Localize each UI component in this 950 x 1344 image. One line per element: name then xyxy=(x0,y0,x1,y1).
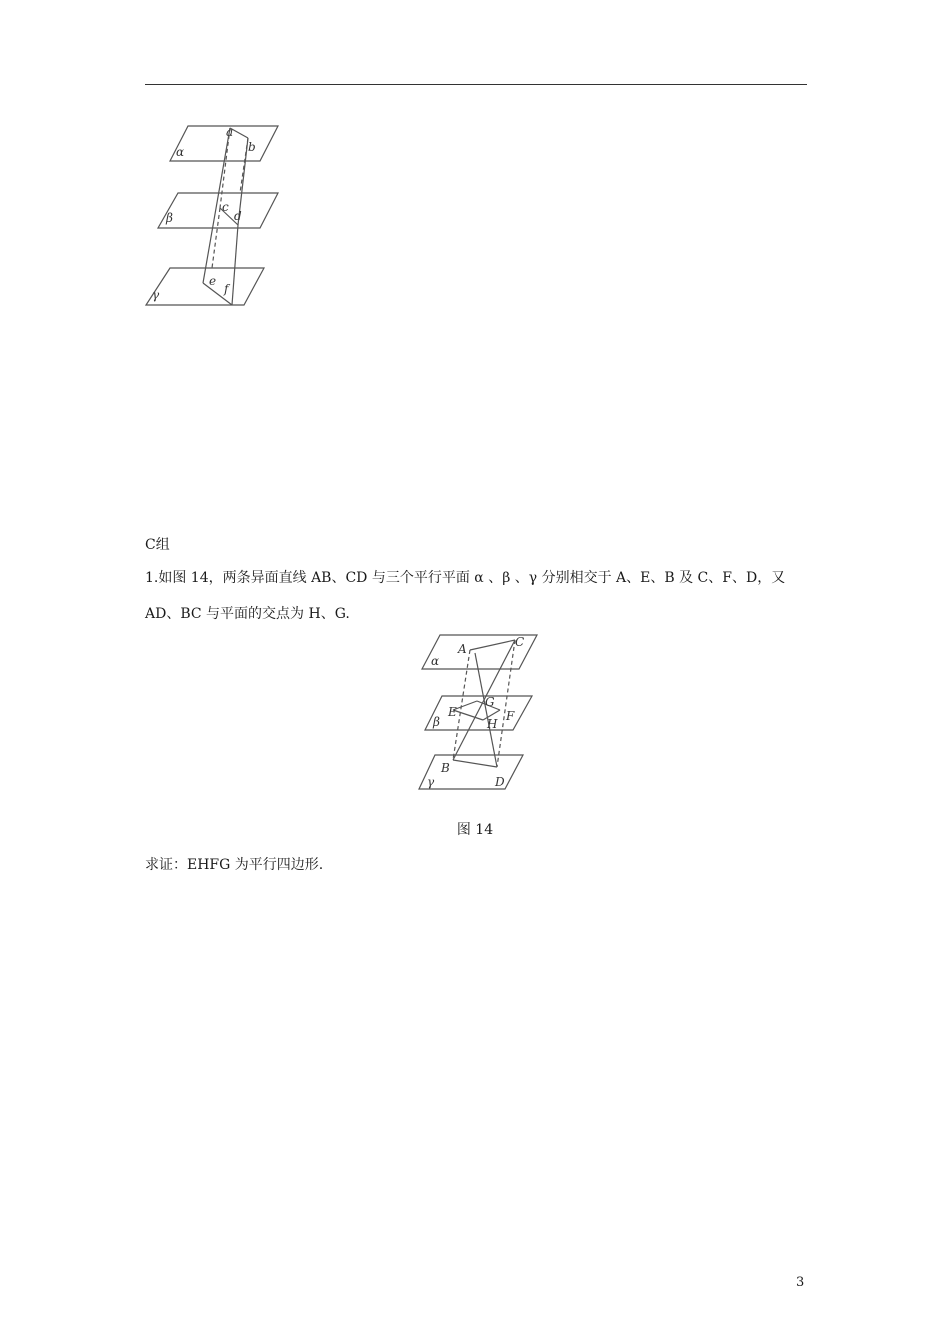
parallel-planes-figure xyxy=(140,118,290,313)
point-label-e: e xyxy=(209,274,217,288)
figure-14 xyxy=(415,628,540,793)
point-label-C: C xyxy=(515,635,525,649)
point-label-b: b xyxy=(248,140,256,154)
point-label-H: H xyxy=(487,717,498,731)
point-label-c: c xyxy=(222,200,229,214)
point-label-G: G xyxy=(485,695,495,709)
plane-label-gamma: γ xyxy=(152,288,160,302)
point-label-f: f xyxy=(224,282,229,296)
problem-text-line-1: 1.如图 14，两条异面直线 AB、CD 与三个平行平面 α 、β 、γ 分别相交于 A、E、B 及 C、F、D，又 xyxy=(145,570,786,586)
header-rule xyxy=(145,84,807,85)
plane-label-alpha: α xyxy=(431,654,440,668)
point-label-F: F xyxy=(506,709,515,723)
point-label-d: d xyxy=(234,209,242,223)
point-label-E: E xyxy=(448,705,457,719)
prove-statement: 求证：EHFG 为平行四边形. xyxy=(145,857,324,873)
point-label-a: a xyxy=(226,125,234,139)
plane-label-alpha: α xyxy=(176,145,185,159)
plane-label-gamma: γ xyxy=(427,775,435,789)
section-heading: C组 xyxy=(145,537,170,553)
point-label-A: A xyxy=(458,642,467,656)
point-label-B: B xyxy=(441,761,450,775)
problem-text-line-2: AD、BC 与平面的交点为 H、G. xyxy=(145,606,350,622)
figure-caption: 图 14 xyxy=(456,822,494,838)
point-label-D: D xyxy=(495,775,505,789)
plane-gamma xyxy=(419,755,523,789)
page-number: 3 xyxy=(796,1275,805,1290)
plane-label-beta: β xyxy=(166,211,173,225)
plane-alpha xyxy=(170,126,278,161)
plane-label-beta: β xyxy=(433,715,440,729)
